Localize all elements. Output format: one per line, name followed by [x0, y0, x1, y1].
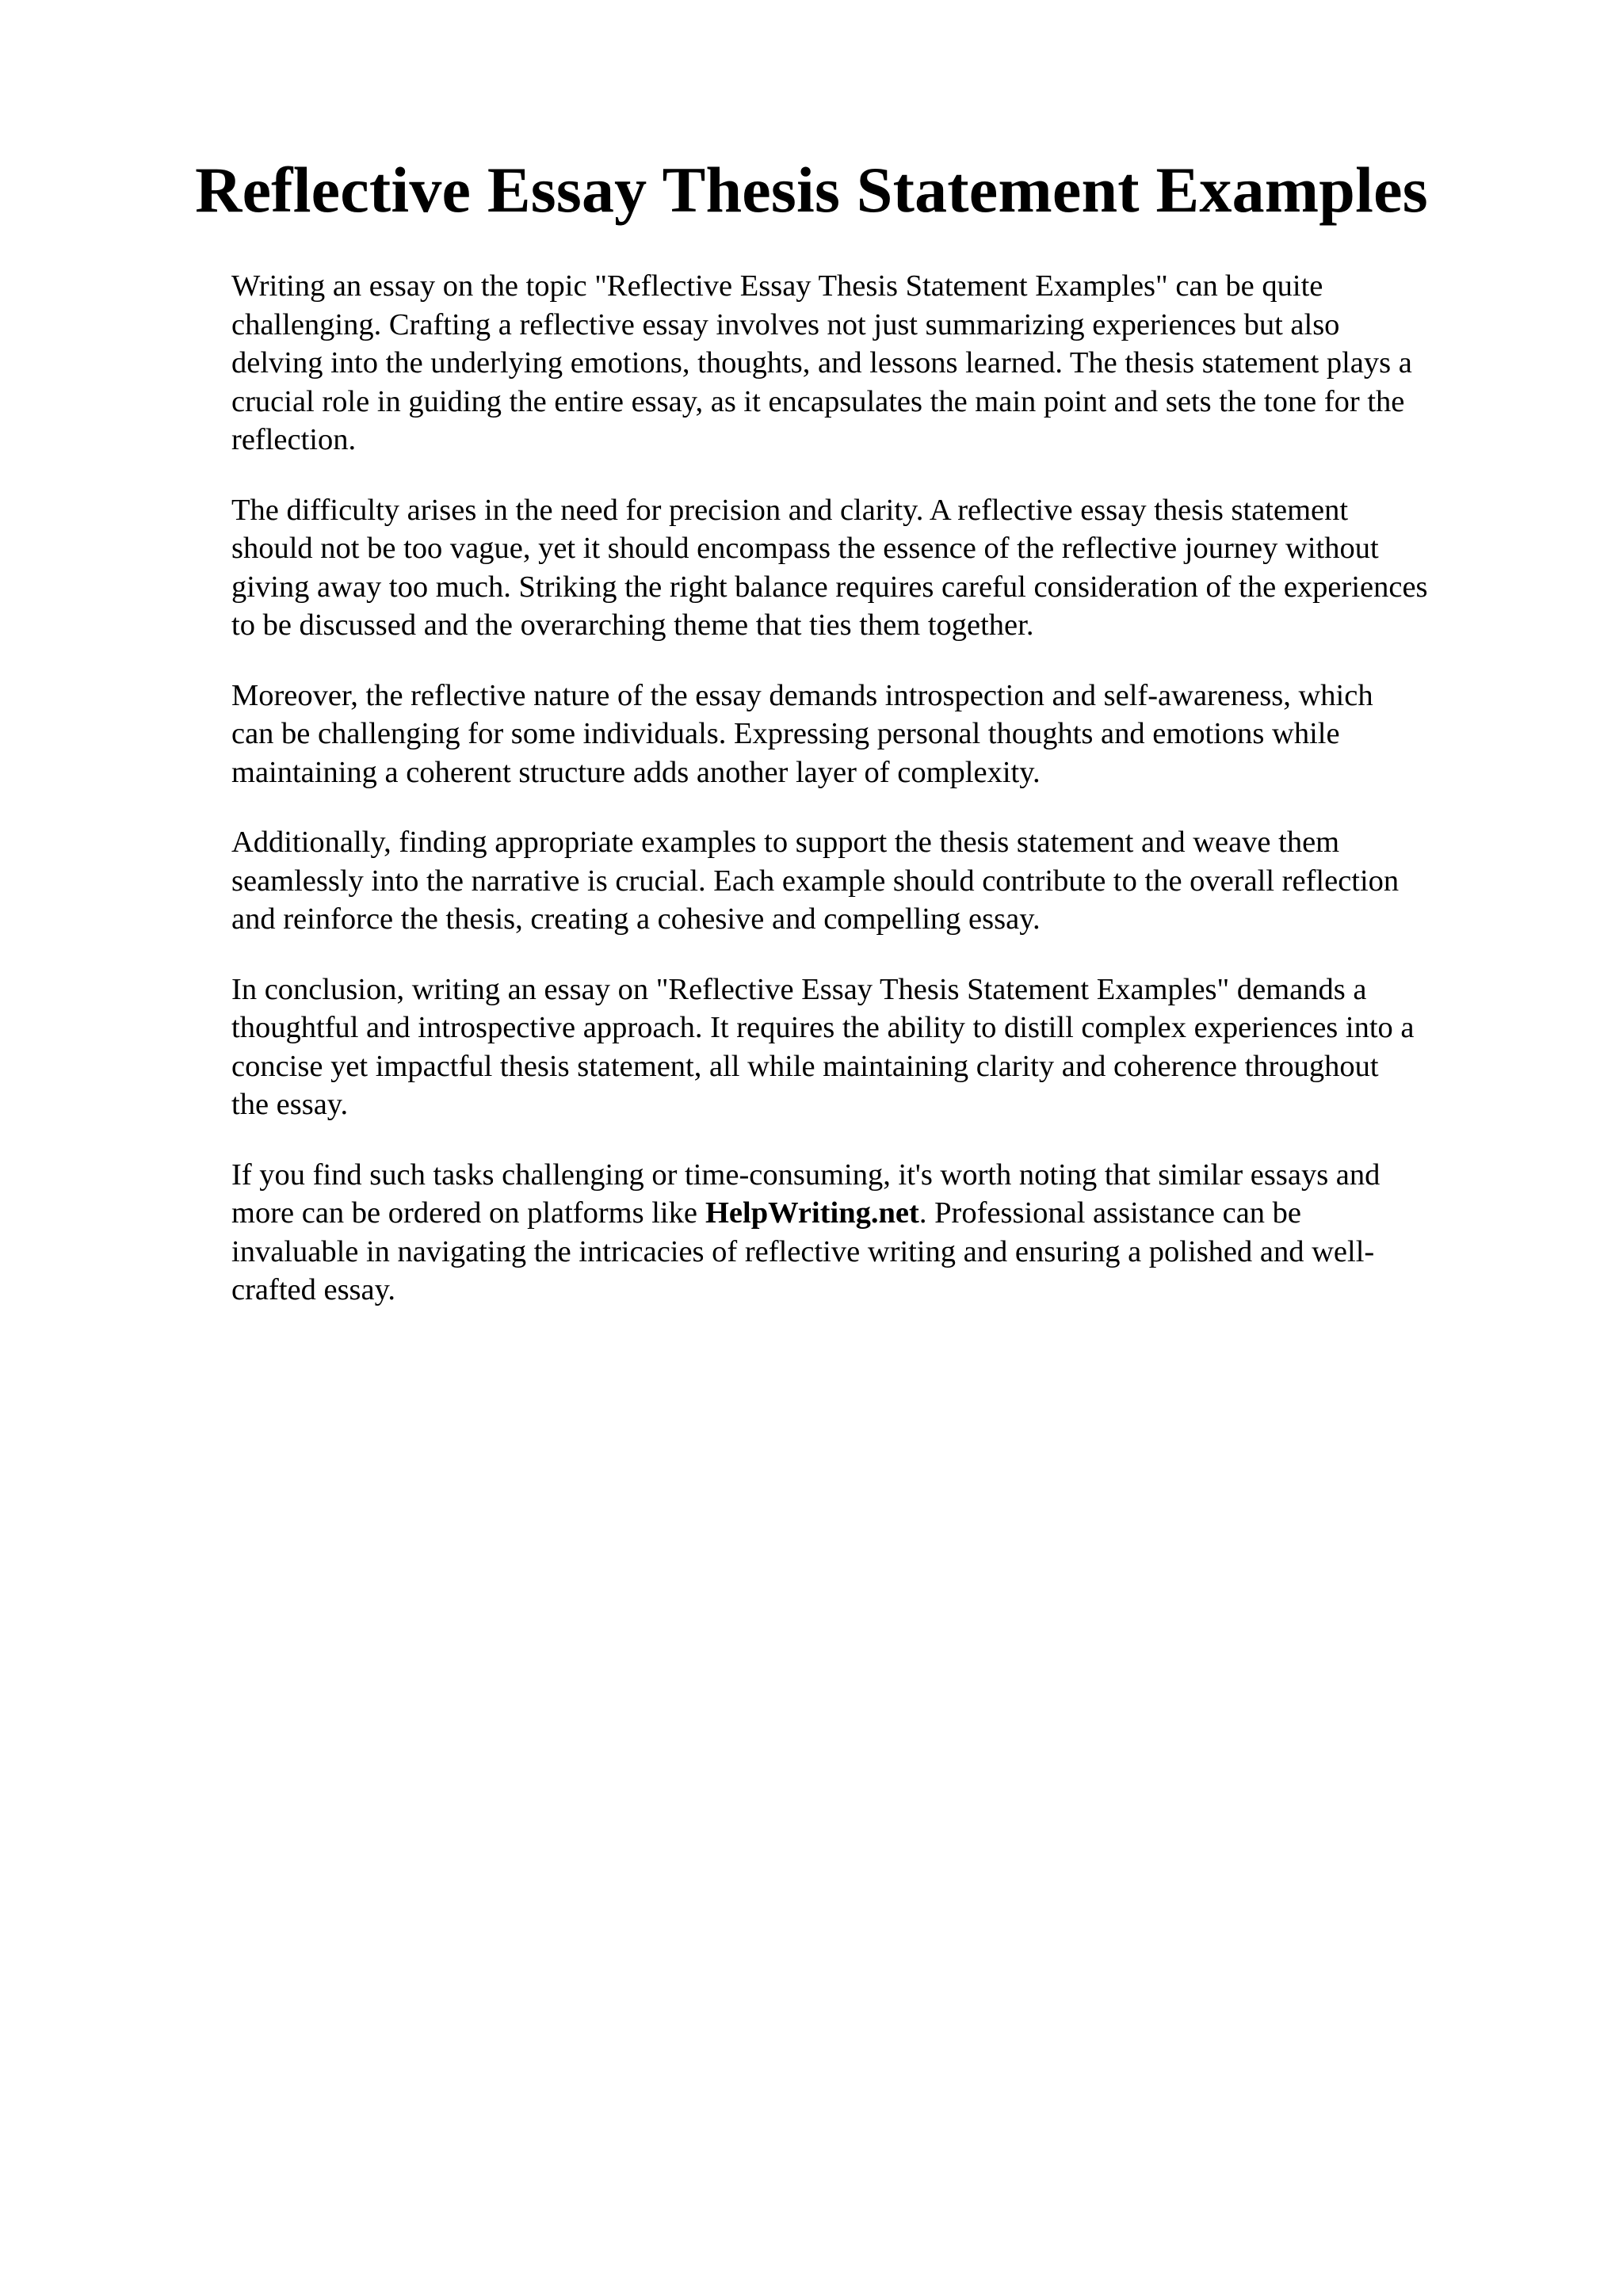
paragraph-line: The difficulty arises in the need for precision and clarity. A reflective essay thesis statement: [231, 493, 1349, 527]
paragraph-line: thoughtful and introspective approach. It requires the ability to distill complex experiences into a: [231, 1011, 1415, 1044]
paragraph-line: reflection.: [231, 423, 357, 456]
paragraph-5: [231, 971, 1531, 1124]
paragraph-line: to be discussed and the overarching theme that ties them together.: [231, 608, 1034, 642]
paragraph-line: In conclusion, writing an essay on "Reflective Essay Thesis Statement Examples" demands a: [231, 972, 1367, 1006]
paragraph-3: [231, 677, 1531, 792]
paragraph-6: [231, 1156, 1531, 1310]
link-prefix-text: more can be ordered on platforms like: [231, 1196, 697, 1230]
paragraph-line: maintaining a coherent structure adds another layer of complexity.: [231, 755, 1041, 789]
paragraph-line: giving away too much. Striking the right balance requires careful consideration of the experiences: [231, 570, 1428, 604]
document-body: [231, 267, 1531, 1341]
helpwriting-link[interactable]: HelpWriting.net: [705, 1196, 919, 1230]
paragraph-4: [231, 823, 1531, 939]
paragraph-line: the essay.: [231, 1088, 349, 1121]
paragraph-line: challenging. Crafting a reflective essay involves not just summarizing experiences but also: [231, 307, 1340, 341]
document-title: Reflective Essay Thesis Statement Examples: [195, 154, 1428, 226]
paragraph-1: [231, 267, 1531, 460]
paragraph-line: If you find such tasks challenging or time-consuming, it's worth noting that similar essays and: [231, 1158, 1381, 1192]
paragraph-line: can be challenging for some individuals. Expressing personal thoughts and emotions while: [231, 717, 1340, 750]
paragraph-line: Additionally, finding appropriate examples to support the thesis statement and weave them: [231, 826, 1340, 859]
paragraph-line: should not be too vague, yet it should encompass the essence of the reflective journey without: [231, 532, 1379, 565]
paragraph-line: delving into the underlying emotions, thoughts, and lessons learned. The thesis statement plays a: [231, 346, 1412, 379]
paragraph-line: and reinforce the thesis, creating a cohesive and compelling essay.: [231, 902, 1041, 936]
paragraph-line: Moreover, the reflective nature of the essay demands introspection and self-awareness, which: [231, 678, 1373, 712]
paragraph-line: Writing an essay on the topic "Reflective Essay Thesis Statement Examples" can be quite: [231, 269, 1323, 303]
paragraph-line: crucial role in guiding the entire essay, as it encapsulates the main point and sets the tone for the: [231, 384, 1405, 418]
paragraph-line: seamlessly into the narrative is crucial. Each example should contribute to the overall reflection: [231, 864, 1400, 898]
paragraph-line: concise yet impactful thesis statement, all while maintaining clarity and coherence throughout: [231, 1049, 1379, 1083]
paragraph-line: invaluable in navigating the intricacies of reflective writing and ensuring a polished and well-: [231, 1234, 1375, 1268]
paragraph-line: crafted essay.: [231, 1273, 395, 1306]
link-suffix-text: . Professional assistance can be: [918, 1196, 1302, 1230]
paragraph-2: [231, 491, 1531, 645]
paragraph-line-with-link: [231, 1194, 1531, 1233]
